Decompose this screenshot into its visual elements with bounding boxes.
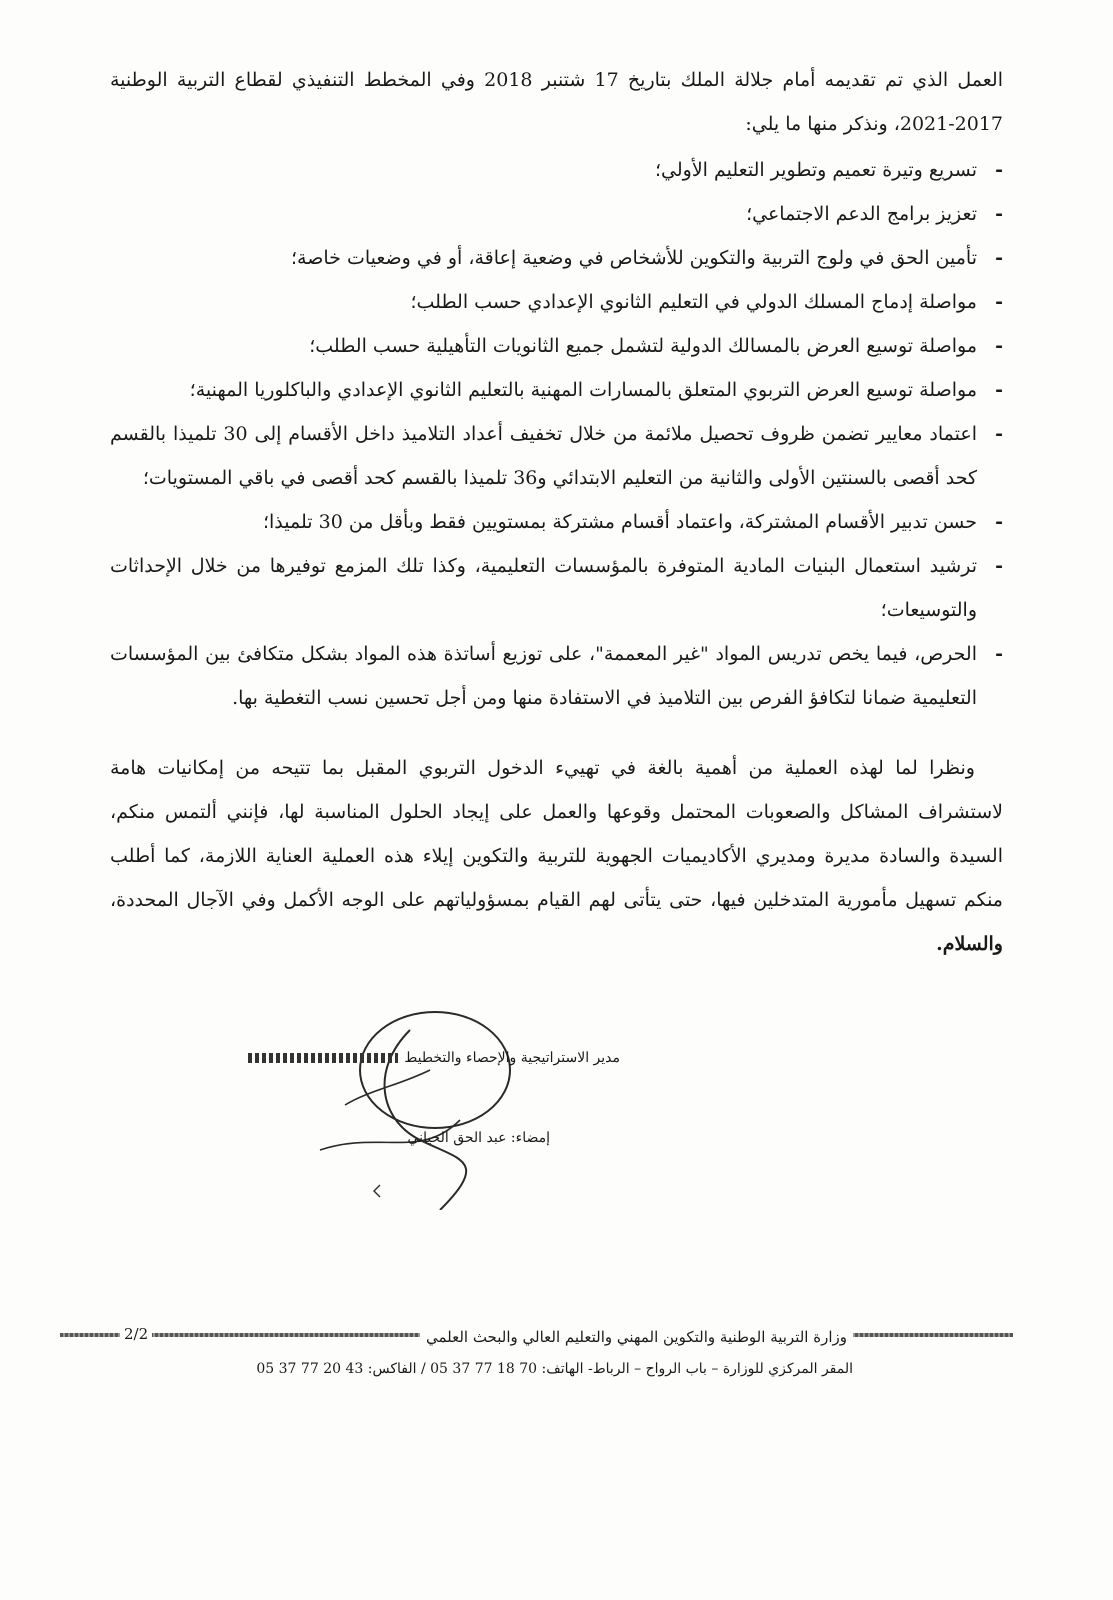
list-item xyxy=(110,280,1003,324)
list-item-text: مواصلة توسيع العرض التربوي المتعلق بالمسارات المهنية بالتعليم الثانوي الإعدادي والباكلوريا المهنية؛ xyxy=(189,379,977,401)
closing-paragraph xyxy=(110,746,1003,966)
closing-text: ونظرا لما لهذه العملية من أهمية بالغة في تهييء الدخول التربوي المقبل بما تتيحه من إمكانيات هامة لاستشراف المشاكل والصعوبات المحتمل وقوعها والعمل على إيجاد الحلول المناسبة لها، فإنني ألتمس منكم، السيدة والسادة مديرة ومديري الأكاديميات الجهوية للتربية والتكوين إيلاء هذه العملية العناية اللازمة، كما أطلب منكم تسهيل مأمورية المتدخلين فيها، حتى يتأتى لهم القيام بمسؤولياتهم على الوجه الأكمل وفي الآجال المحددة، xyxy=(110,757,1003,911)
ministry-name: وزارة التربية الوطنية والتكوين المهني والتعليم العالي والبحث العلمي xyxy=(420,1328,853,1346)
page-number: 2/2 xyxy=(120,1325,152,1343)
ink-smudge xyxy=(248,1053,398,1063)
bullet-dash: - xyxy=(995,423,1003,445)
list-item xyxy=(110,632,1003,720)
list-item xyxy=(110,148,1003,192)
intro-paragraph: العمل الذي تم تقديمه أمام جلالة الملك بتاريخ 17 شتنبر 2018 وفي المخطط التنفيذي لقطاع التربية الوطنية 2017-2021، ونذكر منها ما يلي: xyxy=(110,69,1003,135)
bullet-dash: - xyxy=(995,159,1003,181)
list-item-text: تسريع وتيرة تعميم وتطوير التعليم الأولي؛ xyxy=(655,159,977,181)
signatory-title xyxy=(248,1050,620,1066)
list-item-text: مواصلة إدماج المسلك الدولي في التعليم الثانوي الإعدادي حسب الطلب؛ xyxy=(410,291,977,313)
signature-block xyxy=(260,1010,620,1210)
list-item xyxy=(110,368,1003,412)
list-item-text: ترشيد استعمال البنيات المادية المتوفرة بالمؤسسات التعليمية، وكذا تلك المزمع توفيرها من خلال الإحداثات والتوسيعات؛ xyxy=(110,555,977,621)
stamp-seal-icon xyxy=(260,1010,620,1210)
bullet-dash: - xyxy=(995,511,1003,533)
signatory-name: إمضاء: عبد الحق الحياني xyxy=(407,1130,550,1146)
bullet-dash: - xyxy=(995,335,1003,357)
list-item-text: مواصلة توسيع العرض بالمسالك الدولية لتشمل جميع الثانويات التأهيلية حسب الطلب؛ xyxy=(309,335,977,357)
salutation: والسلام. xyxy=(936,933,1003,955)
list-item xyxy=(110,500,1003,544)
bullet-dash: - xyxy=(995,247,1003,269)
list-item-text: الحرص، فيما يخص تدريس المواد "غير المعممة"، على توزيع أساتذة هذه المواد بشكل متكافئ بين المؤسسات التعليمية ضمانا لتكافؤ الفرص بين التلاميذ في الاستفادة منها ومن أجل تحسين نسب التغطية بها. xyxy=(110,643,977,709)
bullet-dash: - xyxy=(995,203,1003,225)
ministry-address: المقر المركزي للوزارة – باب الرواح – الرباط- الهاتف: 70 18 77 37 05 / الفاكس: 43 20 77 37 05 xyxy=(256,1361,853,1377)
list-item xyxy=(110,324,1003,368)
list-item-text: تعزيز برامج الدعم الاجتماعي؛ xyxy=(746,203,977,225)
list-item xyxy=(110,192,1003,236)
measures-list xyxy=(110,148,1003,720)
bullet-dash: - xyxy=(995,379,1003,401)
list-item xyxy=(110,236,1003,280)
list-item xyxy=(110,544,1003,632)
bullet-dash: - xyxy=(995,555,1003,577)
list-item-text: تأمين الحق في ولوج التربية والتكوين للأشخاص في وضعية إعاقة، أو في وضعيات خاصة؛ xyxy=(291,247,977,269)
list-item xyxy=(110,412,1003,500)
bullet-dash: - xyxy=(995,291,1003,313)
letter-body xyxy=(110,58,1003,966)
list-item-text: حسن تدبير الأقسام المشتركة، واعتماد أقسام مشتركة بمستويين فقط وبأقل من 30 تلميذا؛ xyxy=(262,511,977,533)
bullet-dash: - xyxy=(995,643,1003,665)
list-item-text: اعتماد معايير تضمن ظروف تحصيل ملائمة من خلال تخفيف أعداد التلاميذ داخل الأقسام إلى 30 تلميذا بالقسم كحد أقصى بالسنتين الأولى والثانية من التعليم الابتدائي و36 تلميذا بالقسم كحد أقصى في باقي المستويات؛ xyxy=(110,423,977,489)
signatory-title-text: مدير الاستراتيجية والإحصاء والتخطيط xyxy=(404,1050,620,1066)
